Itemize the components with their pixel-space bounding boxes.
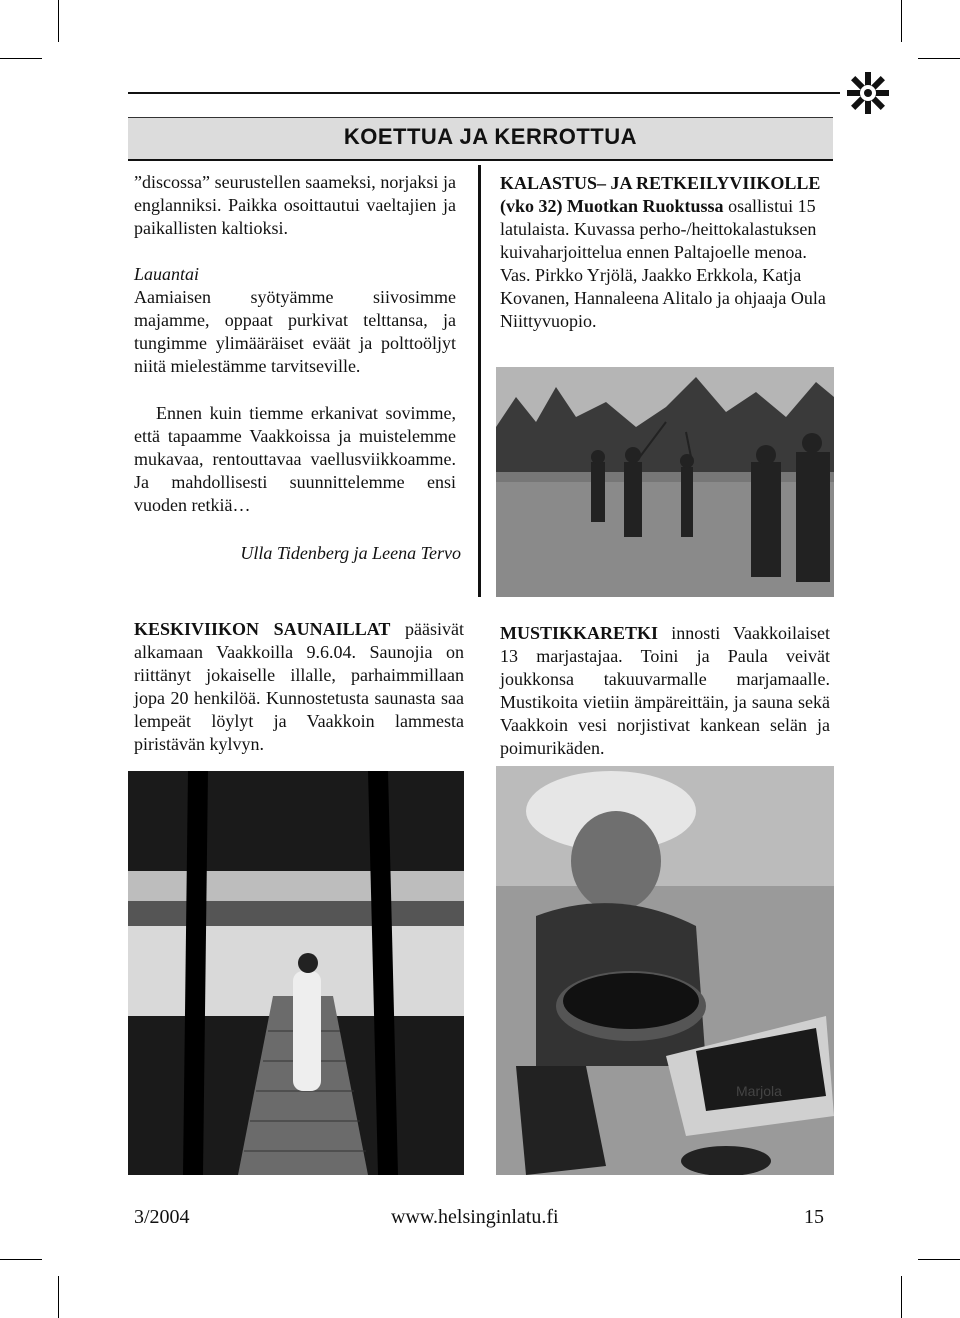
section-title: KOETTUA JA KERROTTUA	[343, 124, 637, 149]
blueberry-caption	[500, 622, 830, 760]
article-left-bottom	[134, 402, 456, 517]
fishing-photo	[496, 367, 834, 597]
sauna-caption	[134, 618, 464, 756]
section-banner	[128, 117, 833, 161]
blueberry-photo	[496, 766, 834, 1175]
column-divider	[478, 165, 481, 597]
header-rule	[128, 92, 840, 94]
paragraph: Aamiaisen syötyämme siivosimme majamme, oppaat purkivat telttansa, ja tungimme ylimääräiset eväät ja polttoöljyt niitä mielestämme tarvitseville.	[134, 287, 456, 376]
article-left-top	[134, 171, 456, 378]
footer-url[interactable]: www.helsinginlatu.fi	[391, 1206, 559, 1228]
fishing-body: osallistui 15 latulaista. Kuvassa perho-/heittokalastuksen kuivaharjoittelua ennen Paltajoelle menoa. Vas. Pirkko Yrjölä, Jaakko Erkkola, Katja Kovanen, Hannaleena Alitalo ja ohjaaja Oula Niittyvuopio.	[500, 196, 826, 331]
paragraph: ”discossa” seurustellen saameksi, norjaksi ja englanniksi. Paikka osoittautui vaeltajien ja paikallisten kaltioksi.	[134, 172, 456, 238]
sauna-heading: KESKIVIIKON SAUNAILLAT	[134, 619, 391, 639]
page-number: 15	[804, 1206, 824, 1228]
footer-issue: 3/2004	[134, 1206, 190, 1228]
sauna-body: pääsivät alkamaan Vaakkoilla 9.6.04. Saunojia on riittänyt jokaiselle illalle, parhaimmillaan jopa 20 henkilöä. Kunnostetusta saunasta saa lempeät löylyt ja Vaakkoin lammesta piristävän kylvyn.	[134, 619, 464, 754]
blueberry-body: innosti Vaakkoilaiset 13 marjastajaa. Toini ja Paula veivät joukkonsa takuuvarmalle marjamaalle. Mustikoita vietiin ämpäreittäin, ja sauna sekä Vaakkoin vesi norjistivat kankean selän ja poimurikäden.	[500, 623, 830, 758]
signature: Ulla Tidenberg ja Leena Tervo	[240, 543, 461, 563]
day-label: Lauantai	[134, 264, 200, 284]
box-label: Marjola	[736, 1083, 782, 1099]
paragraph: Ennen kuin tiemme erkanivat sovimme, että tapaamme Vaakkoissa ja muistelemme mukavaa, rentouttavaa vaellusviikkoamme. Ja mahdollisesti suunnittelemme ensi vuoden retkiä…	[134, 403, 456, 515]
fishing-heading: KALASTUS– JA RETKEILYVIIKOLLE (vko 32) Muotkan Ruoktussa	[500, 173, 821, 216]
fishing-caption	[500, 172, 833, 333]
sauna-photo	[128, 771, 464, 1175]
blueberry-heading: MUSTIKKARETKI	[500, 623, 659, 643]
snowflake-icon	[845, 70, 891, 116]
